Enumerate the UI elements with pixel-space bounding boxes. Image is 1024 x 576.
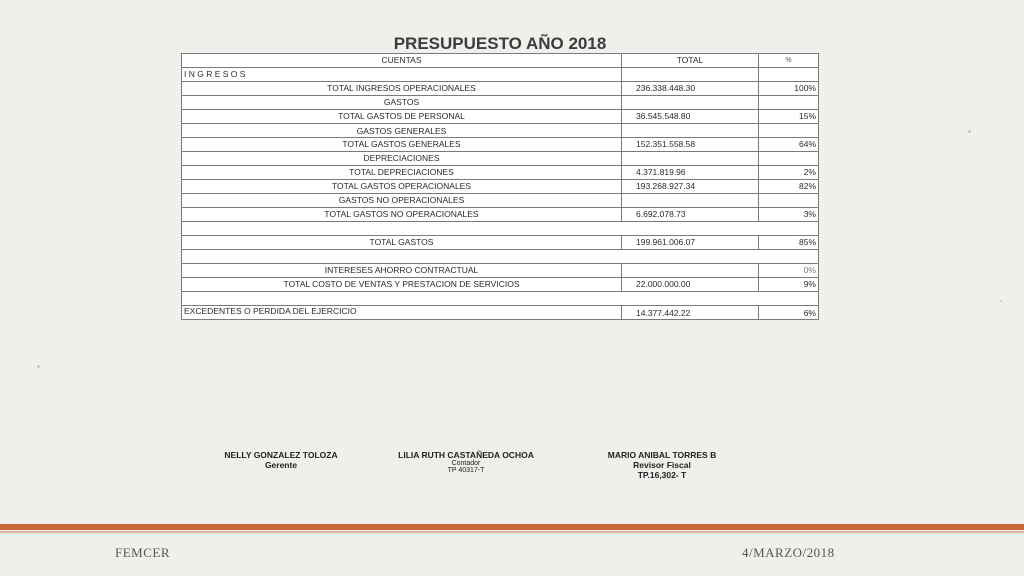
background-speck [968, 130, 971, 133]
table-row [182, 82, 819, 96]
row-label: EXCEDENTES O PERDIDA DEL EJERCICIO [182, 306, 622, 320]
footer-org: FEMCER [115, 545, 171, 560]
table-row [182, 180, 819, 194]
table-row [182, 152, 819, 166]
row-label: TOTAL GASTOS NO OPERACIONALES [182, 208, 622, 222]
table-row [182, 124, 819, 138]
row-pct [759, 124, 819, 138]
row-pct: 3% [759, 208, 819, 222]
background-speck [37, 365, 40, 368]
table-row [182, 166, 819, 180]
row-label: GASTOS GENERALES [182, 124, 622, 138]
row-label: TOTAL DEPRECIACIONES [182, 166, 622, 180]
table-row [182, 306, 819, 320]
table-row [182, 110, 819, 124]
table-header-row [182, 54, 819, 68]
row-label [182, 222, 819, 236]
row-label: TOTAL INGRESOS OPERACIONALES [182, 82, 622, 96]
row-total: 14.377.442.22 [622, 306, 759, 320]
row-total [622, 264, 759, 278]
row-total [622, 68, 759, 82]
row-pct: 6% [759, 306, 819, 320]
row-pct [759, 194, 819, 208]
table-row [182, 250, 819, 264]
row-pct: 82% [759, 180, 819, 194]
table-row [182, 138, 819, 152]
signature-name: LILIA RUTH CASTAÑEDA OCHOA [398, 450, 534, 460]
row-total: 152.351.558.58 [622, 138, 759, 152]
table-row [182, 236, 819, 250]
row-pct [759, 96, 819, 110]
row-label: DEPRECIACIONES [182, 152, 622, 166]
header-total: TOTAL [622, 54, 759, 68]
signature-role: Contador [451, 460, 481, 467]
row-label: INTERESES AHORRO CONTRACTUAL [182, 264, 622, 278]
row-total [622, 124, 759, 138]
row-label: TOTAL GASTOS DE PERSONAL [182, 110, 622, 124]
signature-role: Gerente [264, 460, 298, 470]
table-row [182, 68, 819, 82]
signature-role: Revisor Fiscal [633, 460, 691, 470]
row-label: GASTOS [182, 96, 622, 110]
row-pct [759, 152, 819, 166]
table-row [182, 264, 819, 278]
header-pct: % [759, 54, 819, 68]
row-label: TOTAL GASTOS GENERALES [182, 138, 622, 152]
row-pct: 15% [759, 110, 819, 124]
row-total: 199.961.006.07 [622, 236, 759, 250]
signature-name: MARIO ANIBAL TORRES B [607, 450, 717, 460]
row-pct: 100% [759, 82, 819, 96]
signature-gerente [210, 450, 352, 470]
row-pct: 85% [759, 236, 819, 250]
table-row [182, 208, 819, 222]
footer-date: 4/MARZO/2018 [742, 545, 835, 560]
signature-id: TP.16,302- T [637, 470, 687, 480]
row-label: TOTAL COSTO DE VENTAS Y PRESTACION DE SERVICIOS [182, 278, 622, 292]
row-label [182, 250, 819, 264]
background-speck [1000, 300, 1002, 302]
row-pct: 2% [759, 166, 819, 180]
row-label: TOTAL GASTOS OPERACIONALES [182, 180, 622, 194]
row-total: 22.000.000.00 [622, 278, 759, 292]
budget-table [181, 53, 819, 320]
row-label: GASTOS NO OPERACIONALES [182, 194, 622, 208]
row-total: 4.371.819.96 [622, 166, 759, 180]
table-row [182, 96, 819, 110]
row-label [182, 292, 819, 306]
table-row [182, 194, 819, 208]
row-total [622, 152, 759, 166]
row-total: 6.692.078.73 [622, 208, 759, 222]
footer-accent-bar [0, 524, 1024, 530]
signature-id: TP 40317-T [447, 467, 485, 474]
header-cuentas: CUENTAS [182, 54, 622, 68]
table-row [182, 292, 819, 306]
row-total: 236.338.448.30 [622, 82, 759, 96]
page-title: PRESUPUESTO AÑO 2018 [393, 34, 607, 53]
signature-revisor [595, 450, 729, 480]
signature-name: NELLY GONZALEZ TOLOZA [224, 450, 338, 460]
table-row [182, 278, 819, 292]
signature-contador [390, 450, 542, 474]
row-label: I N G R E S O S [182, 68, 622, 82]
row-pct: 64% [759, 138, 819, 152]
row-pct: 9% [759, 278, 819, 292]
row-label: TOTAL GASTOS [182, 236, 622, 250]
footer-accent-line [0, 531, 1024, 533]
table-row [182, 222, 819, 236]
row-total: 193.268.927.34 [622, 180, 759, 194]
row-total [622, 194, 759, 208]
row-pct: 0% [759, 264, 819, 278]
row-pct [759, 68, 819, 82]
row-total [622, 96, 759, 110]
row-total: 36.545.548.80 [622, 110, 759, 124]
